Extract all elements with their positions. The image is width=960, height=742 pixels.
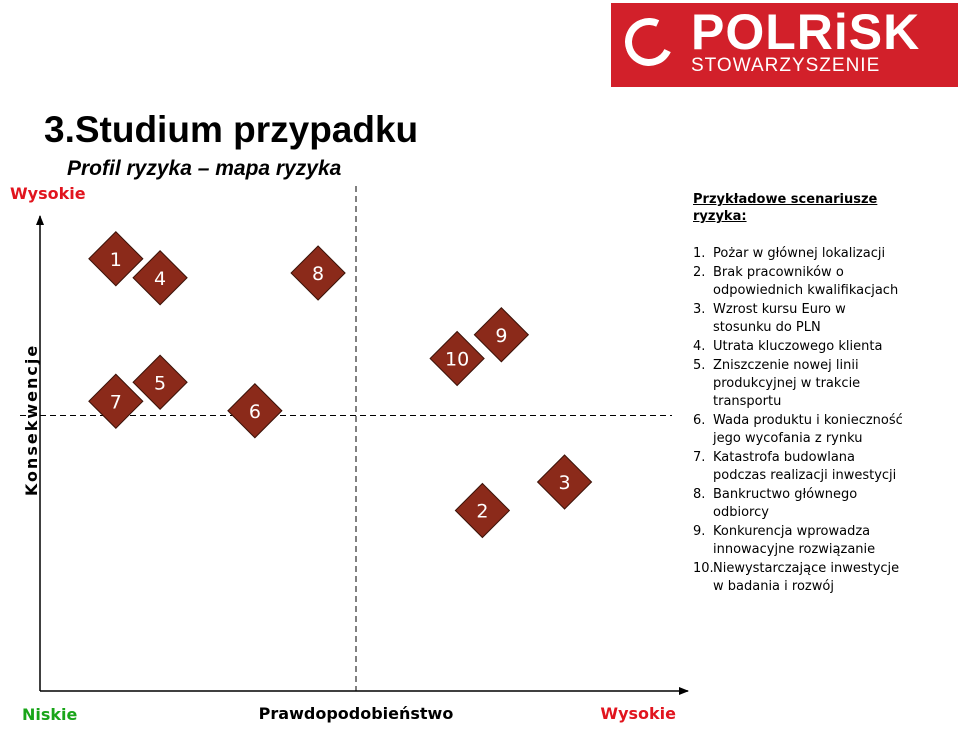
page-title: 3.Studium przypadku bbox=[44, 109, 419, 150]
legend-item-text: Utrata kluczowego klienta bbox=[713, 339, 883, 354]
legend-item-number: 7. bbox=[693, 450, 706, 465]
legend-item-text: Katastrofa budowlana podczas realizacji inwestycji bbox=[713, 450, 897, 483]
legend-item-number: 6. bbox=[693, 413, 706, 428]
logo-subtitle: STOWARZYSZENIE bbox=[691, 55, 881, 76]
legend-item-number: 4. bbox=[693, 339, 706, 354]
risk-marker-label: 5 bbox=[154, 372, 167, 395]
legend-item-text: Wzrost kursu Euro w stosunku do PLN bbox=[713, 302, 846, 335]
legend-item-text: Zniszczenie nowej linii produkcyjnej w trakcie transportu bbox=[713, 358, 861, 409]
legend-item bbox=[693, 560, 933, 596]
legend-list bbox=[693, 245, 933, 596]
legend-item-number: 1. bbox=[693, 246, 706, 261]
legend-item bbox=[693, 412, 933, 448]
legend-item-text: Wada produktu i konieczność jego wycofania z rynku bbox=[713, 413, 903, 446]
legend-item-number: 9. bbox=[693, 524, 706, 539]
risk-marker-label: 9 bbox=[495, 324, 508, 347]
legend-item-number: 5. bbox=[693, 358, 706, 373]
risk-marker-label: 4 bbox=[154, 267, 167, 290]
legend-item bbox=[693, 357, 933, 411]
risk-marker-label: 2 bbox=[476, 500, 489, 523]
risk-marker-label: 8 bbox=[312, 263, 325, 285]
y-axis-title: Konsekwencje bbox=[22, 343, 41, 497]
x-axis-low-label: Niskie bbox=[22, 705, 78, 724]
legend-item-number: 3. bbox=[693, 302, 706, 317]
legend-item-text: Konkurencja wprowadza innowacyjne rozwiązanie bbox=[713, 524, 876, 557]
x-axis-title: Prawdopodobieństwo bbox=[258, 704, 454, 723]
legend-item-number: 2. bbox=[693, 265, 706, 280]
legend-item-text: Pożar w głównej lokalizacji bbox=[713, 246, 886, 261]
logo-word: POLRiSK bbox=[691, 4, 921, 60]
x-axis-high-label: Wysokie bbox=[600, 704, 676, 723]
legend-item bbox=[693, 245, 933, 263]
risk-marker-label: 3 bbox=[558, 472, 571, 494]
legend-item bbox=[693, 264, 933, 300]
legend-item bbox=[693, 486, 933, 522]
page-subtitle: Profil ryzyka – mapa ryzyka bbox=[67, 157, 342, 180]
legend-title: Przykładowe scenariusze ryzyka: bbox=[693, 192, 878, 224]
risk-marker-label: 10 bbox=[445, 348, 470, 371]
risk-marker-label: 7 bbox=[109, 391, 122, 414]
scenario-legend bbox=[693, 191, 933, 597]
legend-item bbox=[693, 301, 933, 337]
risk-markers bbox=[89, 232, 592, 538]
legend-item bbox=[693, 449, 933, 485]
legend-item-text: Niewystarczające inwestycje w badania i rozwój bbox=[713, 561, 900, 594]
legend-item-number: 10. bbox=[693, 561, 714, 576]
legend-item-text: Bankructwo głównego odbiorcy bbox=[713, 487, 858, 520]
risk-marker-label: 6 bbox=[248, 400, 261, 423]
risk-marker-label: 1 bbox=[109, 248, 122, 271]
y-axis-high-label: Wysokie bbox=[10, 184, 86, 203]
legend-item bbox=[693, 523, 933, 559]
legend-item-number: 8. bbox=[693, 487, 706, 502]
legend-item bbox=[693, 338, 933, 356]
legend-item-text: Brak pracowników o odpowiednich kwalifikacjach bbox=[713, 265, 899, 298]
